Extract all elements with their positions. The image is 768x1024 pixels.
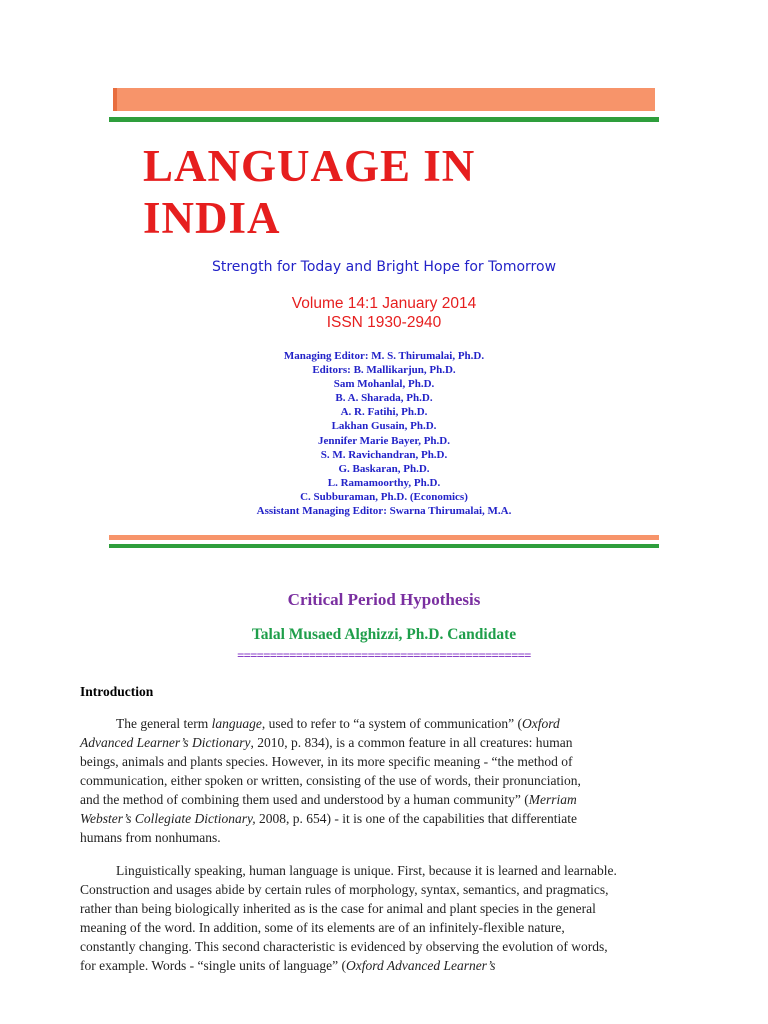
article-title: Critical Period Hypothesis xyxy=(287,590,481,609)
header-green-rule xyxy=(109,117,659,122)
paragraph-line: Construction and usages abide by certain rules of morphology, syntax, semantics, and pragmatics, xyxy=(80,882,609,897)
paragraph-line: Linguistically speaking, human language is unique. First, because it is learned and learnable. xyxy=(116,863,617,878)
section-orange-rule xyxy=(109,535,659,540)
editor-line: G. Baskaran, Ph.D. xyxy=(338,462,430,475)
editor-line: C. Subburaman, Ph.D. (Economics) xyxy=(300,490,468,503)
article-author: Talal Musaed Alghizzi, Ph.D. Candidate xyxy=(251,626,517,643)
paragraph-2 xyxy=(80,861,680,975)
paragraph-line: The general term language, used to refer to “a system of communication” (Oxford xyxy=(116,716,560,731)
paragraph-line: rather than being biologically inherited as is the case for animal and plant species in the general xyxy=(80,901,596,916)
journal-title-line1: LANGUAGE IN xyxy=(143,141,476,191)
editor-line: S. M. Ravichandran, Ph.D. xyxy=(320,448,448,461)
editor-line: Sam Mohanlal, Ph.D. xyxy=(333,378,435,391)
issn: ISSN 1930-2940 xyxy=(326,314,442,331)
editor-line: B. A. Sharada, Ph.D. xyxy=(335,392,433,405)
paragraph-line: constantly changing. This second characteristic is evidenced by observing the evolution of words, xyxy=(80,939,608,954)
editorial-board xyxy=(0,349,768,518)
article-divider: ============================================= xyxy=(237,648,531,662)
paragraph-line: for example. Words - “single units of language” (Oxford Advanced Learner’s xyxy=(80,958,496,973)
editor-line: Lakhan Gusain, Ph.D. xyxy=(331,420,437,433)
paragraph-line: beings, animals and plants species. However, in its more specific meaning - “the method of xyxy=(80,754,573,769)
paragraph-line: communication, either spoken or written, consisting of the use of words, their pronunciation, xyxy=(80,773,581,788)
paragraph-line: Webster’s Collegiate Dictionary, 2008, p. 654) - it is one of the capabilities that differentiate xyxy=(80,811,578,826)
editor-line: Assistant Managing Editor: Swarna Thirumalai, M.A. xyxy=(256,505,512,518)
header-orange-band xyxy=(113,88,655,111)
paragraph-line: Advanced Learner’s Dictionary, 2010, p. 834), is a common feature in all creatures: human xyxy=(80,735,573,750)
section-heading-introduction: Introduction xyxy=(80,684,154,699)
editor-line: A. R. Fatihi, Ph.D. xyxy=(340,406,428,419)
editor-line: Editors: B. Mallikarjun, Ph.D. xyxy=(312,364,456,377)
volume-block xyxy=(0,294,768,332)
volume-issue: Volume 14:1 January 2014 xyxy=(291,295,477,312)
editor-line: Managing Editor: M. S. Thirumalai, Ph.D. xyxy=(283,350,485,362)
section-green-rule xyxy=(109,544,659,548)
journal-title-line2: INDIA xyxy=(143,193,281,243)
journal-title xyxy=(143,140,663,244)
paragraph-line: and the method of combining them used and understood by a human community” (Merriam xyxy=(80,792,577,807)
paragraph-line: humans from nonhumans. xyxy=(80,830,221,845)
paragraph-line: meaning of the word. In addition, some of its elements are of an infinitely-flexible nature, xyxy=(80,920,565,935)
paragraph-1 xyxy=(80,714,680,847)
header-orange-band-edge xyxy=(113,88,117,111)
journal-tagline: Strength for Today and Bright Hope for Tomorrow xyxy=(211,259,557,275)
editor-line: Jennifer Marie Bayer, Ph.D. xyxy=(318,434,450,447)
editor-line: L. Ramamoorthy, Ph.D. xyxy=(327,476,441,489)
